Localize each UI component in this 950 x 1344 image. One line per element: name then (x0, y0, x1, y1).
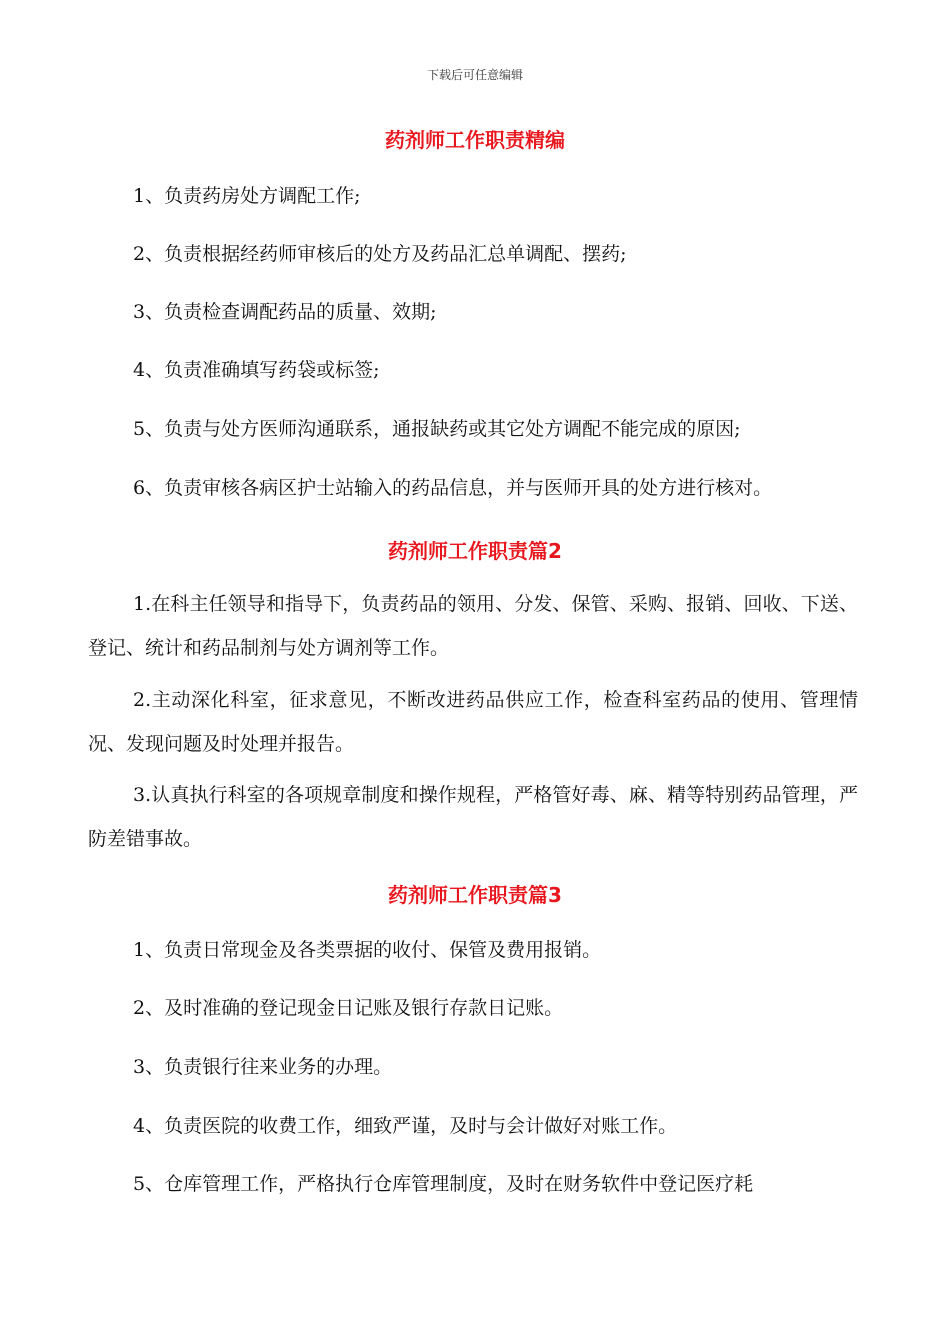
section-title: 药剂师工作职责篇2 (388, 539, 562, 563)
list-item: 5、仓库管理工作，严格执行仓库管理制度，及时在财务软件中登记医疗耗 (133, 1173, 754, 1195)
paragraph: 1.在科主任领导和指导下，负责药品的领用、分发、保管、采购、报销、回收、下送、登记、统计和药品制剂与处方调剂等工作。 (88, 593, 858, 659)
list-item: 6、负责审核各病区护士站输入的药品信息，并与医师开具的处方进行核对。 (133, 477, 773, 499)
list-item: 2、负责根据经药师审核后的处方及药品汇总单调配、摆药; (133, 243, 627, 265)
paragraph: 2.主动深化科室，征求意见，不断改进药品供应工作，检查科室药品的使用、管理情况、发现问题及时处理并报告。 (88, 689, 858, 755)
list-item: 4、负责医院的收费工作，细致严谨，及时与会计做好对账工作。 (133, 1115, 678, 1137)
list-item: 4、负责准确填写药袋或标签; (133, 359, 380, 381)
list-item: 1、负责日常现金及各类票据的收付、保管及费用报销。 (133, 939, 602, 961)
header-note: 下载后可任意编辑 (426, 68, 523, 82)
list-item: 2、及时准确的登记现金日记账及银行存款日记账。 (133, 997, 564, 1019)
list-item: 5、负责与处方医师沟通联系，通报缺药或其它处方调配不能完成的原因; (133, 418, 741, 440)
list-item: 3、负责银行往来业务的办理。 (133, 1056, 393, 1078)
section-title: 药剂师工作职责篇3 (388, 883, 562, 907)
section-title: 药剂师工作职责精编 (385, 128, 565, 152)
paragraph: 3.认真执行科室的各项规章制度和操作规程，严格管好毒、麻、精等特别药品管理，严防差错事故。 (88, 784, 858, 850)
list-item: 1、负责药房处方调配工作; (133, 185, 361, 207)
list-item: 3、负责检查调配药品的质量、效期; (133, 301, 437, 323)
